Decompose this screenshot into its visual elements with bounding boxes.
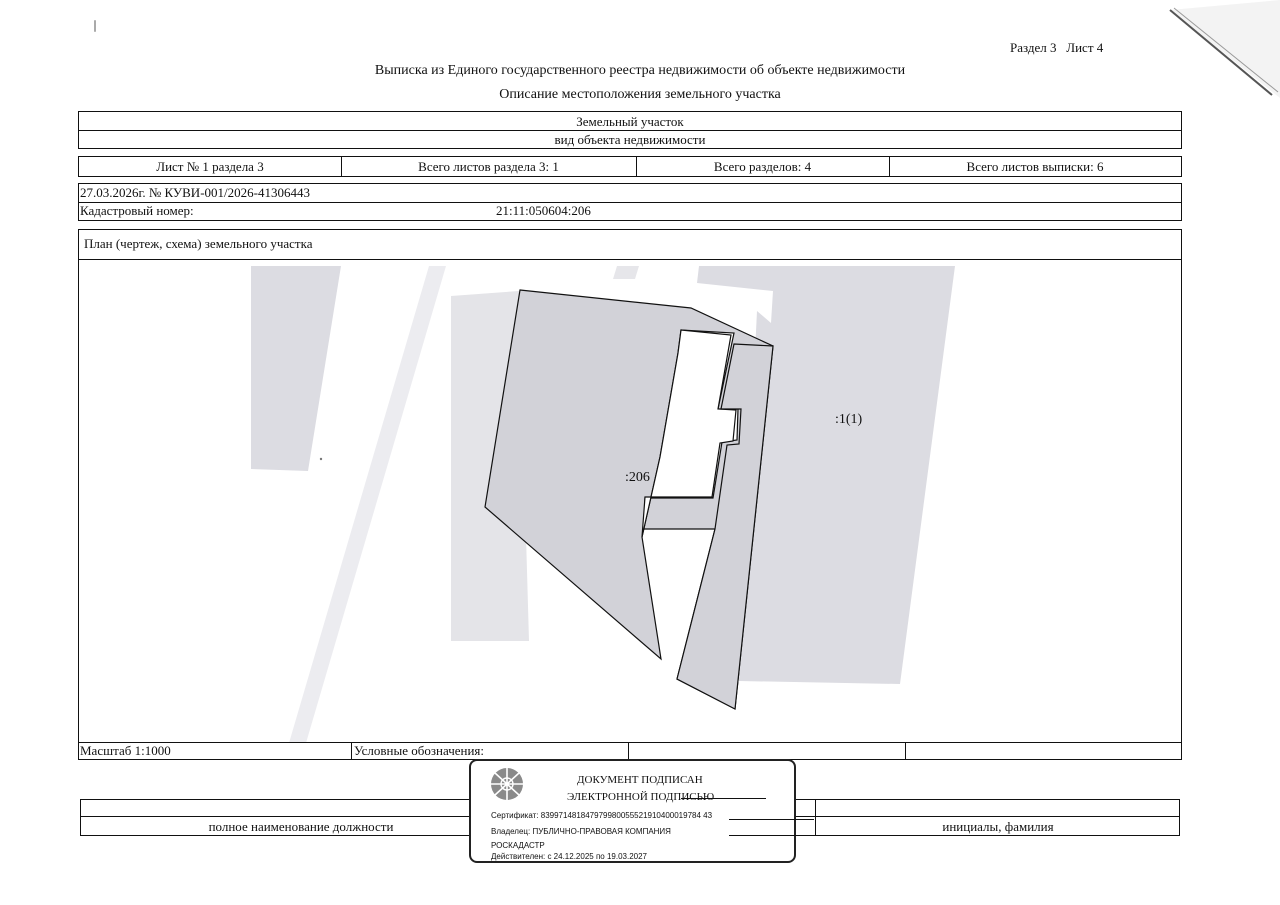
background-parcel-left [251, 266, 341, 471]
plan-box [78, 229, 1182, 760]
scan-speck [94, 20, 96, 32]
initials-label: инициалы, фамилия [942, 819, 1054, 834]
parcel-1-label: :1(1) [835, 412, 863, 427]
cadastral-label: Кадастровый номер: [80, 203, 194, 218]
section-sheet-label: Раздел 3 Лист 4 [1010, 40, 1104, 55]
plan-heading: План (чертеж, схема) земельного участка [84, 236, 313, 251]
rosreestr-emblem-icon [489, 766, 525, 802]
scan-corner-fold [1160, 0, 1280, 100]
sheet-number: Лист № 1 раздела 3 [156, 159, 264, 174]
cadastral-number: 21:11:050604:206 [496, 203, 591, 218]
stamp-line-1: ДОКУМЕНТ ПОДПИСАН [577, 774, 703, 786]
stamp-certificate: Сертификат: 839971481847979980055521910400019784 43 [491, 811, 713, 820]
document-title: Выписка из Единого государственного реестра недвижимости об объекте недвижимости [374, 63, 906, 78]
record-box [78, 183, 1182, 221]
stamp-owner: Владелец: ПУБЛИЧНО-ПРАВОВАЯ КОМПАНИЯ [491, 827, 671, 836]
stamp-validity: Действителен: с 24.12.2025 по 19.03.2027 [491, 852, 647, 861]
object-kind-label: вид объекта недвижимости [554, 132, 706, 147]
total-sheets-extract: Всего листов выписки: 6 [966, 159, 1104, 174]
legend-row [78, 742, 1182, 760]
object-name: Земельный участок [576, 114, 684, 129]
sheet-info-row [78, 156, 1182, 177]
scan-dot [320, 458, 322, 460]
position-label: полное наименование должности [208, 819, 394, 834]
record-date-number: 27.03.2026г. № КУВИ-001/2026-41306443 [80, 185, 310, 200]
total-sections: Всего разделов: 4 [713, 159, 812, 174]
stamp-line-2: ЭЛЕКТРОННОЙ ПОДПИСЬЮ [567, 791, 715, 803]
legend-label: Условные обозначения: [354, 743, 485, 758]
scale-label: Масштаб 1:1000 [80, 743, 171, 758]
object-kind-box [78, 111, 1182, 149]
road-strip-2 [613, 266, 639, 279]
stamp-owner-2: РОСКАДАСТР [491, 841, 545, 850]
parcel-plan-drawing [79, 261, 1180, 745]
document-subtitle: Описание местоположения земельного участка [499, 87, 781, 102]
e-signature-stamp [469, 759, 796, 863]
parcel-206-label: :206 [625, 470, 650, 485]
total-sheets-section: Всего листов раздела 3: 1 [418, 159, 559, 174]
